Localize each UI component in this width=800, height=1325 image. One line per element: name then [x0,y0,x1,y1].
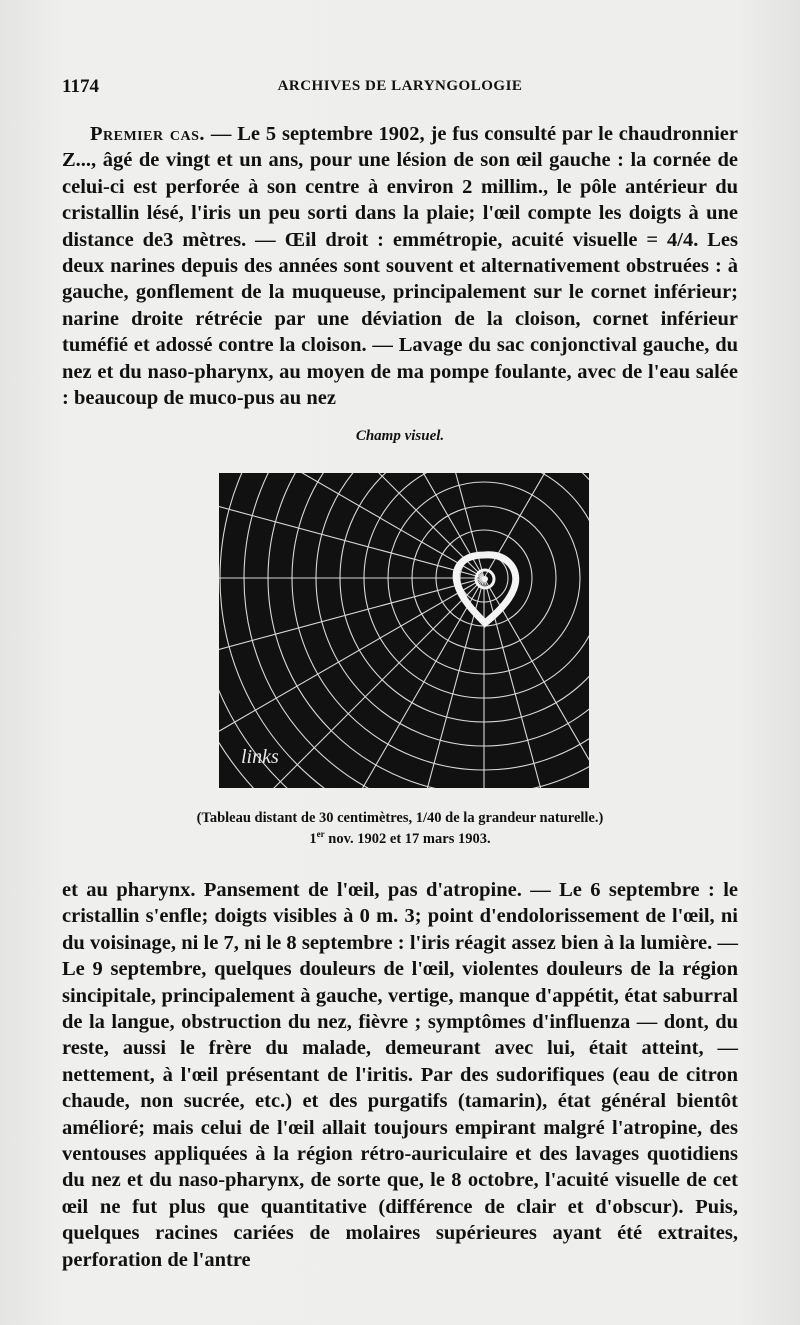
paragraph-1-text: — Le 5 septembre 1902, je fus consulté par le chaudronnier Z..., âgé de vingt et un ans, pour une lésion de son œil gauche : la cornée de celui-ci est perforée à son centre à environ 2 millim., le pôle antérieur du cristallin lésé, l'iris un peu sorti dans la plaie; l'œil compte les doigts à une distance de3 mètres. — Œil droit : emmétropie, acuité visuelle = 4/4. Les deux narines depuis des années sont souvent et alternativement obstruées : à gauche, gonflement de la muqueuse, principalement sur le cornet inférieur; narine droite rétrécie par une déviation de la cloison, cornet inférieur tuméfié et adossé contre la cloison. — Lavage du sac conjonctival gauche, du nez et du naso-pharynx, au moyen de ma pompe foulante, avec de l'eau salée : beaucoup de muco-pus au nez [62,123,738,410]
eye-label: links [241,746,279,768]
page-number: 1174 [62,76,99,97]
paragraph-premier-cas [62,121,738,411]
paragraph-continuation: et au pharynx. Pansement de l'œil, pas d'atropine. — Le 6 septembre : le cristallin s'enfle; doigts visibles à 0 m. 3; point d'endolorissement de l'œil, ni du voisinage, ni le 7, ni le 8 septembre : l'iris réagit assez bien à la lumière. — Le 9 septembre, quelques douleurs de l'œil, violentes douleurs de la région sincipitale, principalement à gauche, vertige, manque d'appétit, état saburral de la langue, obstruction du nez, fièvre ; symptômes d'influenza — dont, du reste, aussi le frère du malade, demeurant avec lui, était atteint, — nettement, à l'œil présentant de l'iritis. Par des sudorifiques (eau de citron chaude, non sucrée, etc.) et des purgatifs (tamarin), état général bientôt amélioré; mais celui de l'œil allait toujours empirant malgré l'atropine, des ventouses appliquées à la région rétro-auriculaire et des lavages quotidiens du nez et du naso-pharynx, de sorte que, le 8 octobre, l'acuité visuelle de cet œil ne fut plus que quantitative (différence de clair et d'obscur). Puis, quelques racines cariées de molaires supérieures ayant été extraites, perforation de l'antre [62,879,738,1271]
figure-title: Champ visuel. [355,428,445,444]
running-head: ARCHIVES DE LARYNGOLOGIE [277,78,523,94]
case-heading: Premier cas. [90,123,206,145]
figure-caption-dates [62,829,738,850]
caption-date-rest: nov. 1902 et 17 mars 1903. [324,831,491,847]
figure-caption-scale: (Tableau distant de 30 centimètres, 1/40 de la grandeur naturelle.) [196,810,604,826]
caption-date-day: 1 [309,831,317,847]
visual-field-chart [219,473,589,788]
visual-field-figure [219,473,589,788]
caption-date-ordinal: er [316,829,325,840]
page-header [62,76,738,102]
